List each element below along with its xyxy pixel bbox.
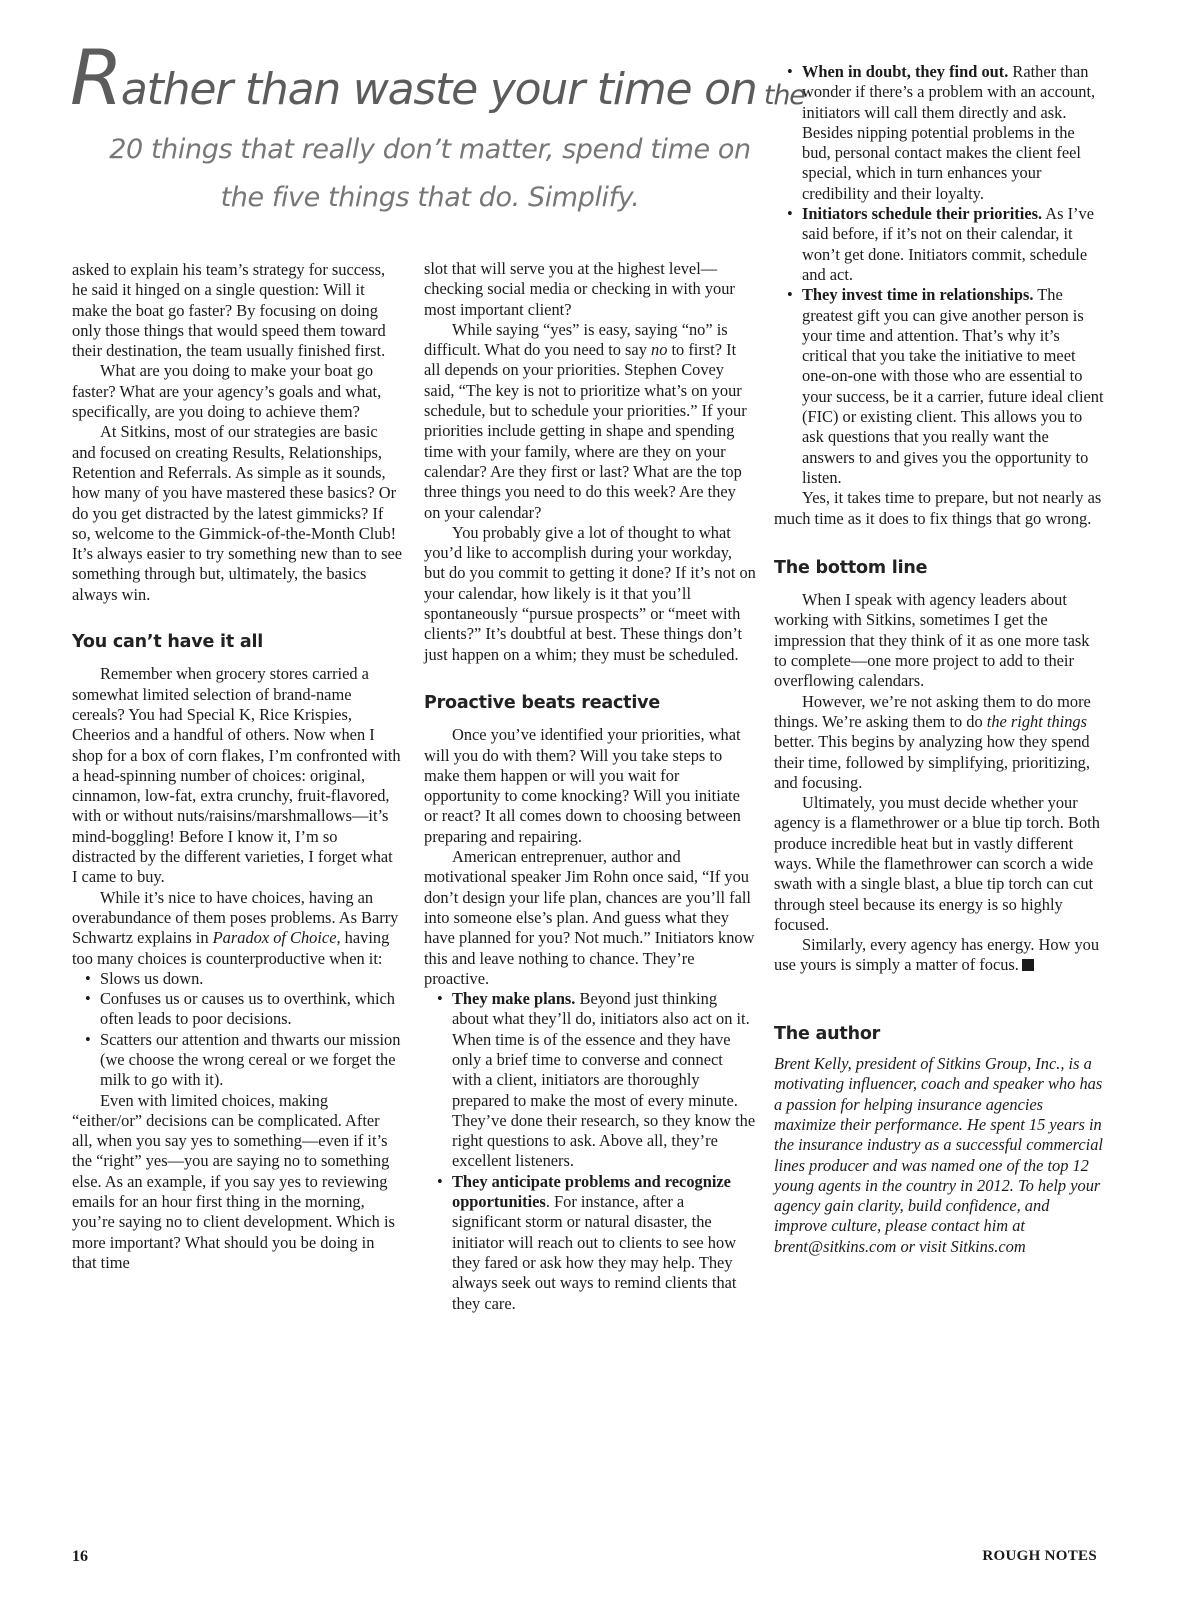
paragraph: What are you doing to make your boat go faster? What are your agency’s goals and what, specifically, are you doing to achieve them? (72, 361, 382, 422)
list-item-lead: They make plans. (452, 989, 576, 1009)
section-heading-bottom-line: The bottom line (774, 557, 928, 578)
paragraph-text: Similarly, every agency has energy. How you use yours is simply a matter of focus. (774, 935, 1100, 975)
list-item-text: Scatters our attention and thwarts our mission (we choose the wrong cereal or we forget the milk to go with it). (100, 1029, 401, 1090)
list-item (787, 204, 1104, 285)
paragraph-text: having too many choices is counterproductive when it: (72, 928, 390, 968)
bullet-list (437, 989, 756, 1314)
bullet-icon: • (787, 285, 793, 305)
list-item (85, 989, 402, 1030)
list-item-text: Rather than wonder if there’s a problem with an account, initiators will call them directly and ask. Besides nipping potential problems in the bud, personal contact makes the client feel special, which in turn enhances your credibility and their loyalty. (802, 62, 1096, 203)
end-of-article-icon (1022, 959, 1034, 971)
paragraph (72, 888, 402, 969)
list-item-text: As I’ve said before, if it’s not on their calendar, it won’t get done. Initiators commit, schedule and act. (802, 204, 1094, 284)
publication-name: ROUGH NOTES (982, 1548, 1097, 1564)
paragraph: Once you’ve identified your priorities, what will you do with them? Will you take steps to make them happen or will you wait for opportunity to come knocking? Will you initiate or react? It all comes down to choosing between preparing and repairing. (424, 725, 741, 846)
pull-quote (70, 33, 805, 222)
bullet-icon: • (437, 989, 443, 1009)
section-heading-proactive: Proactive beats reactive (424, 692, 660, 713)
author-bio: Brent Kelly, president of Sitkins Group, Inc., is a motivating influencer, coach and speaker who has a passion for helping insurance agencies maximize their performance. He spent 15 years in the insurance industry as a successful commercial lines producer and was named one of the top 12 young agents in the country in 2012. To help your agency gain clarity, build confidence, and improve culture, please contact him at brent@sitkins.com or visit Sitkins.com (774, 1054, 1103, 1256)
section-heading-cant-have-it-all: You can’t have it all (72, 632, 264, 653)
bullet-icon: • (85, 968, 91, 988)
list-item (437, 989, 756, 1172)
bullet-icon: • (85, 1029, 91, 1049)
bullet-icon: • (437, 1171, 443, 1191)
list-item (85, 1029, 402, 1091)
paragraph-text: to first? It all depends on your priorities. Stephen Covey said, “The key is not to prioritize what’s on your schedule, but to schedule your priorities.” If your priorities include getting in shape and spending time with your family, where are they on your calendar? Are they first or last? What are the top three things you need to do this week? Are they on your calendar? (424, 340, 747, 522)
paragraph-text: better. This begins by analyzing how they spend their time, followed by simplifying, prioritizing, and focusing. (774, 732, 1090, 792)
paragraph: You probably give a lot of thought to what you’d like to accomplish during your workday, but do you commit to getting it done? If it’s not on your calendar, how likely is it that you’ll spontaneously “pursue prospects” or “meet with clients?” It’s doubtful at best. These things don’t just happen on a whim; they must be scheduled. (424, 522, 756, 664)
article-column-3 (774, 62, 1104, 1257)
list-item-text: Slows us down. (100, 968, 204, 988)
paragraph (424, 320, 756, 523)
list-item-text: The greatest gift you can give another person is your time and attention. That’s why it’s critical that you take the initiative to meet one-on-one with those who are essential to your success, be it a carrier, future ideal client (FIC) or existing client. This allows you to ask questions that you really want the answers to and gives you the opportunity to listen. (802, 285, 1104, 487)
book-title: Paradox of Choice, (212, 928, 341, 948)
list-item-text: Beyond just thinking about what they’ll do, initiators also act on it. When time is of the essence and they have only a brief time to converse and connect with a client, initiators are thoroughly prepared to make the most of every minute. They’ve done their research, so they know the right questions to ask. Above all, they’re excellent listeners. (452, 989, 756, 1171)
bullet-list (787, 62, 1104, 488)
paragraph: American entreprenuer, author and motivational speaker Jim Rohn once said, “If you don’t design your life plan, chances are you’ll fall into someone else’s plan. And guess what they have planned for you? Not much.” Initiators know this and leave nothing to chance. They’re proactive. (424, 847, 755, 988)
bullet-list (85, 968, 402, 1091)
bullet-icon: • (85, 989, 91, 1009)
paragraph-text: While saying “yes” is easy, saying “no” is difficult. What do you need to say (424, 319, 728, 360)
list-item-lead: Initiators schedule their priorities. (802, 204, 1043, 224)
paragraph: Even with limited choices, making “either/or” decisions can be complicated. After all, when you say yes to something—even if it’s the “right” yes—you are saying no to something else. As an example, if you say yes to reviewing emails for an hour first thing in the morning, you’re saying no to client development. Which is more important? What should you be doing in that time (72, 1090, 395, 1272)
list-item-text: . For instance, after a significant storm or natural disaster, the initiator will reach out to clients to see how they fared or ask how they may help. They always seek out ways to remind clients that they care. (452, 1192, 737, 1313)
article-column-1 (72, 260, 402, 1273)
emphasis: no (651, 340, 668, 360)
section-heading-author: The author (774, 1023, 881, 1044)
page-number: 16 (72, 1548, 88, 1565)
paragraph: When I speak with agency leaders about working with Sitkins, sometimes I get the impression that they think of it as one more task to complete—one more project to add to their overflowing calendars. (774, 590, 1090, 691)
paragraph-text: However, we’re not asking them to do more things. We’re asking them to do (774, 691, 1091, 731)
pull-quote-line-3: the five things that do. Simplify. (220, 182, 640, 213)
paragraph-text: While it’s nice to have choices, having an overabundance of them poses problems. As Barry Schwartz explains in (72, 887, 399, 948)
list-item-text: Confuses us or causes us to overthink, which often leads to poor decisions. (100, 989, 395, 1029)
list-item-lead: When in doubt, they find out. (802, 62, 1009, 81)
paragraph (774, 692, 1104, 793)
list-item (85, 968, 402, 989)
paragraph: Yes, it takes time to prepare, but not nearly as much time as it does to fix things that go wrong. (774, 488, 1102, 528)
paragraph: At Sitkins, most of our strategies are basic and focused on creating Results, Relationships, Retention and Referrals. As simple as it sounds, how many of you have mastered these basics? Or do you get distracted by the latest gimmicks? If so, welcome to the Gimmick-of-the-Month Club! It’s always easier to try something new than to see something through but, ultimately, the basics always win. (72, 422, 403, 604)
list-item (787, 285, 1104, 488)
list-item-lead: They invest time in relationships. (802, 285, 1034, 305)
pull-quote-line-1 (70, 33, 805, 126)
paragraph: slot that will serve you at the highest level—checking social media or checking in with your most important client? (424, 259, 735, 319)
list-item (437, 1171, 756, 1314)
bullet-icon: • (787, 204, 793, 224)
paragraph (774, 935, 1104, 976)
pull-quote-line-2: 20 things that really don’t matter, spend time on (109, 134, 751, 165)
pull-quote-line-1-tail: the (756, 80, 805, 111)
list-item-lead: They anticipate problems and recognize opportunities (452, 1171, 731, 1212)
pull-quote-drop-letter: R (70, 33, 121, 122)
paragraph: Ultimately, you must decide whether your agency is a flamethrower or a blue tip torch. Both produce incredible heat but in vastly different ways. While the flamethrower can scorch a wide swath with a single blast, a blue tip torch can cut through steel because its energy is so highly focused. (774, 793, 1100, 934)
paragraph: asked to explain his team’s strategy for success, he said it hinged on a single question: Will it make the boat go faster? By focusing on doing only those things that would speed them toward their destination, the team usually finished first. (72, 260, 386, 361)
emphasis: the right things (986, 711, 1087, 731)
paragraph: Remember when grocery stores carried a somewhat limited selection of brand-name cereals? You had Special K, Rice Krispies, Cheerios and a handful of others. Now when I shop for a box of corn flakes, I’m confronted with a head-spinning number of choices: original, cinnamon, low-fat, extra crunchy, fruit-flavored, with or without nuts/raisins/marshmallows—it’s mind-boggling! Before I know it, I’m so distracted by the different varieties, I forget what I came to buy. (72, 664, 401, 887)
pull-quote-line-1-text: ather than waste your time on (120, 64, 757, 115)
list-item (787, 62, 1104, 204)
bullet-icon: • (787, 62, 793, 81)
article-column-2 (424, 259, 756, 1314)
